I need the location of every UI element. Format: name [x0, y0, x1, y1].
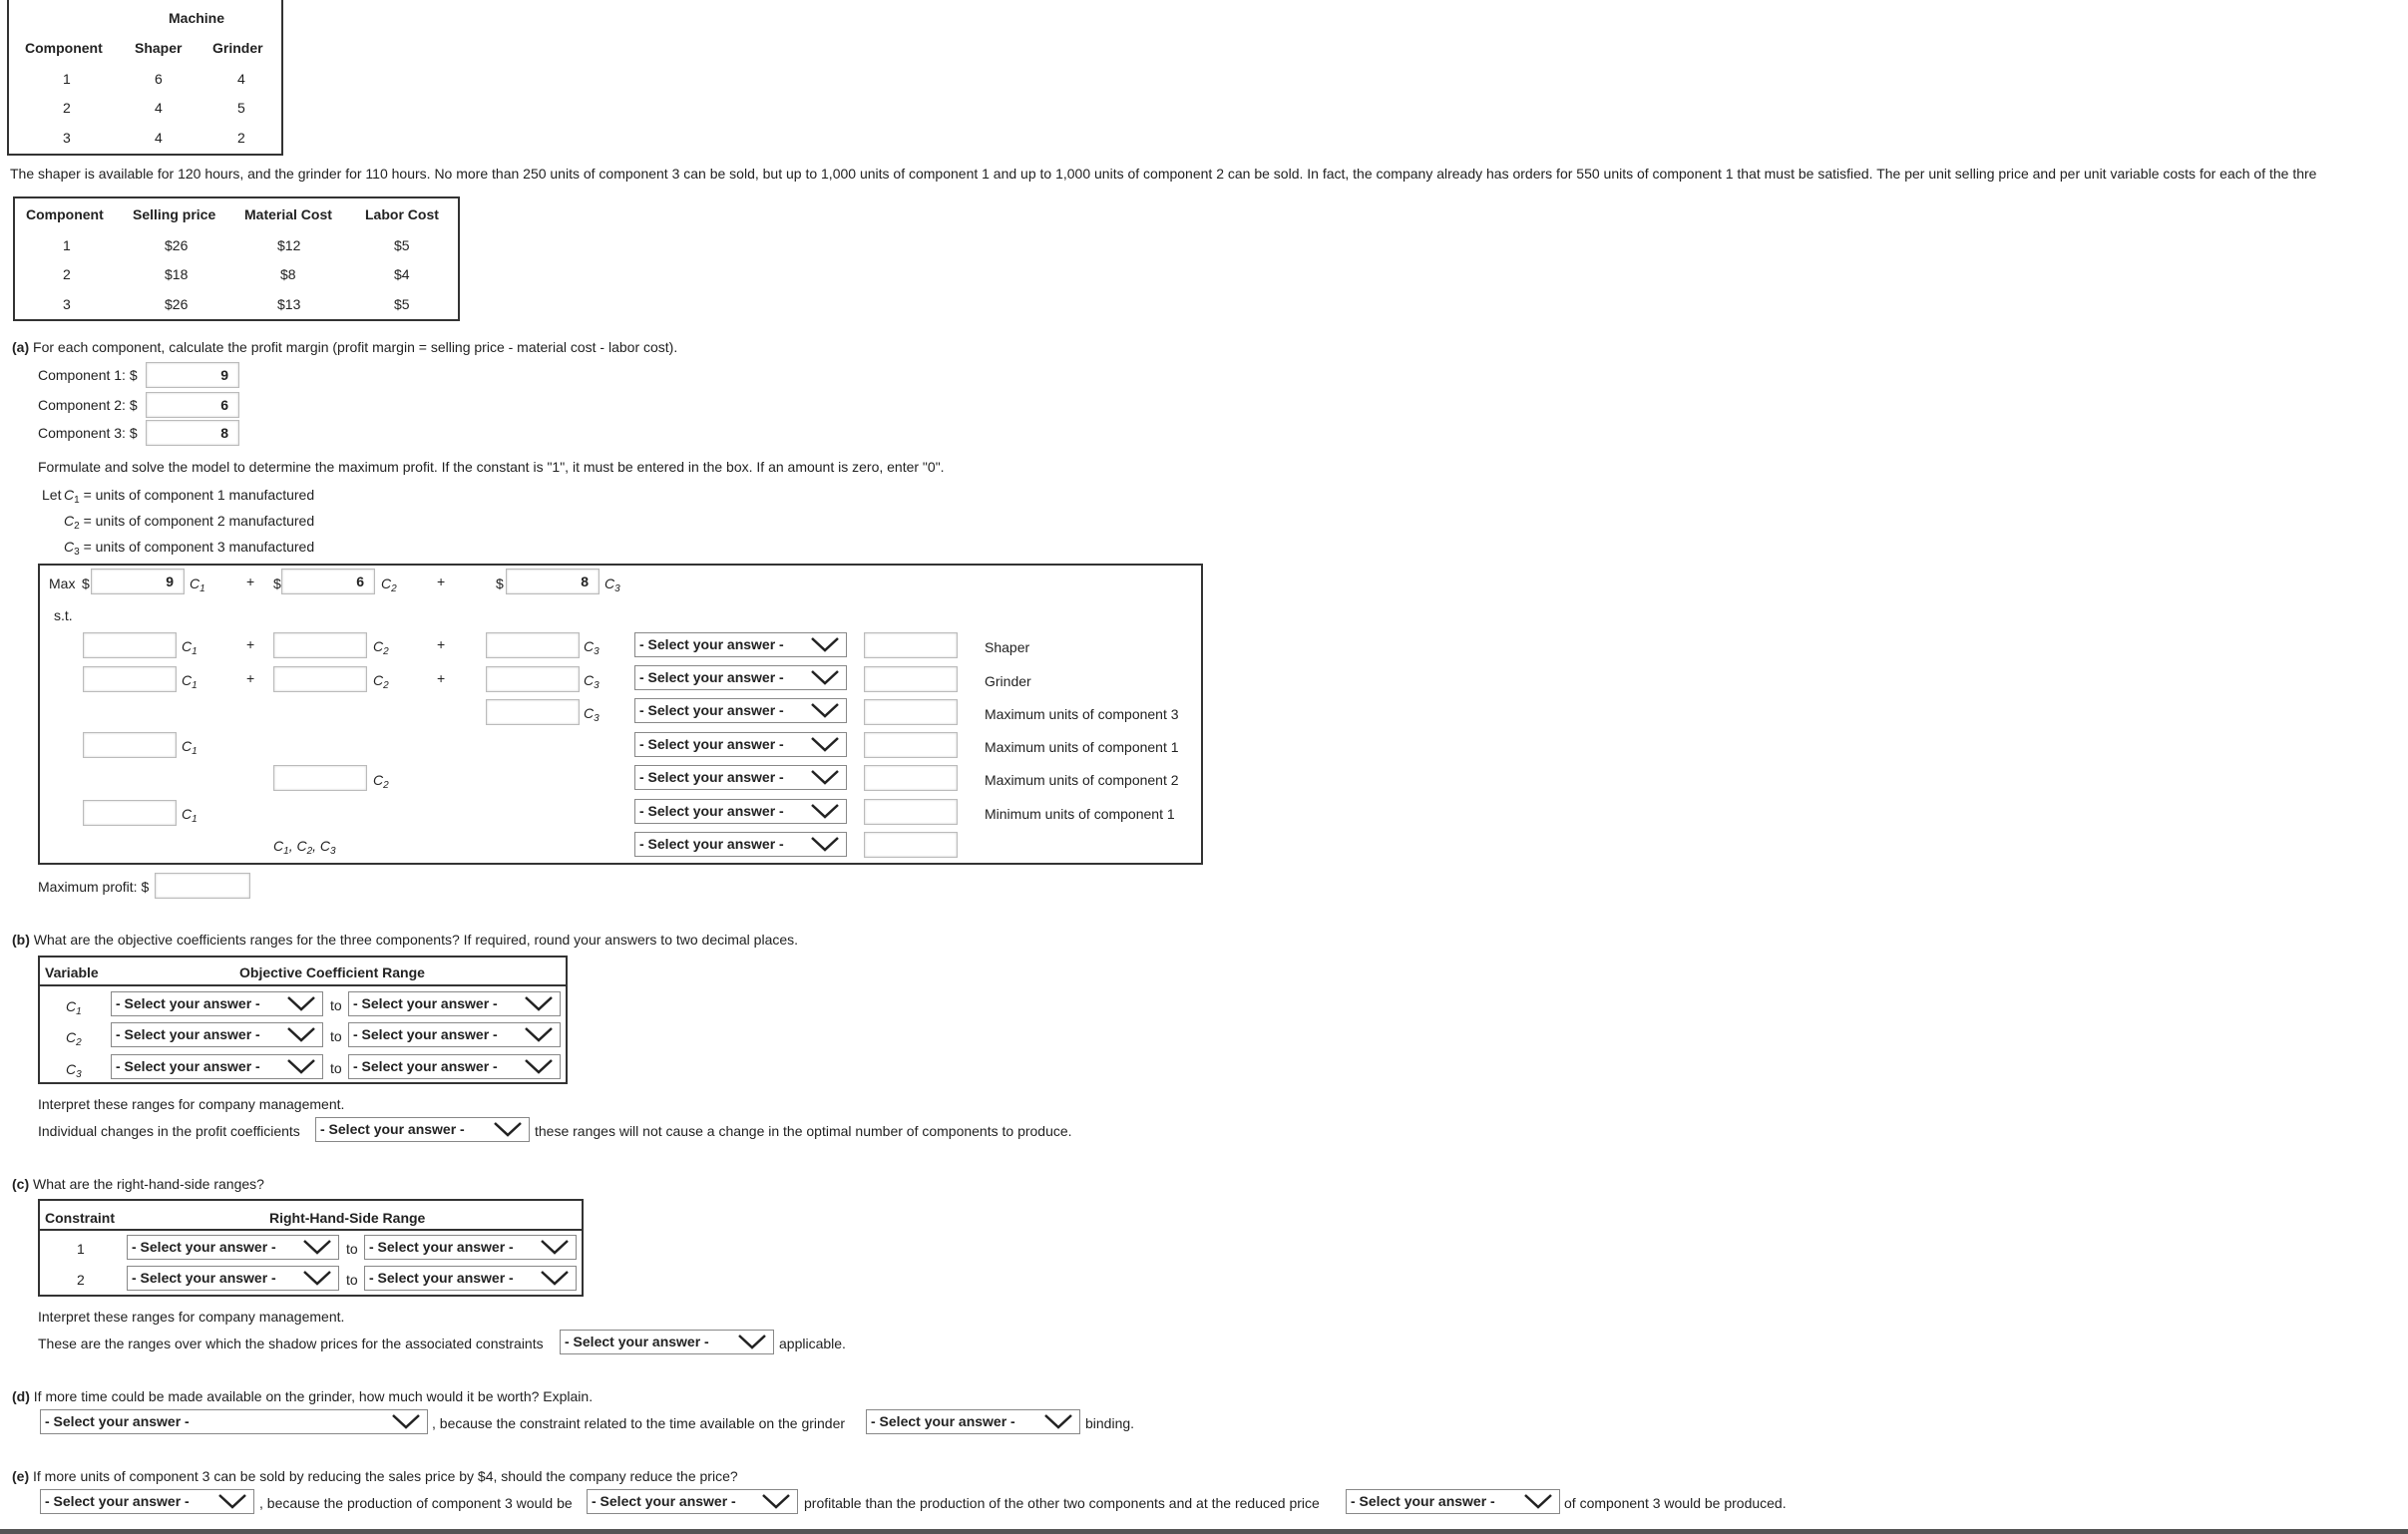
- min-c1-coef-input[interactable]: [83, 800, 177, 826]
- grinder-binding-select[interactable]: - Select your answer -: [866, 1409, 1080, 1434]
- profit-coefficient-select[interactable]: - Select your answer -: [315, 1117, 530, 1142]
- grinder-worth-select[interactable]: - Select your answer -: [40, 1409, 428, 1434]
- chevron-down-icon: [286, 1057, 316, 1075]
- part-b-interpret-label: Interpret these ranges for company management.: [38, 1096, 345, 1112]
- table-header: Material Cost: [244, 206, 332, 222]
- machine-group-header: Machine: [169, 10, 225, 26]
- max-profit-label: Maximum profit: $: [38, 879, 150, 895]
- part-b-question: [12, 932, 798, 948]
- max-c1-rhs-input[interactable]: [864, 732, 958, 758]
- part-d-question: [12, 1388, 593, 1404]
- table-cell: 1: [63, 71, 71, 87]
- var-c1: $C_1$: [182, 638, 198, 657]
- chevron-down-icon: [540, 1238, 570, 1256]
- grinder-c2-coef-input[interactable]: [273, 666, 367, 692]
- to-label: to: [346, 1241, 358, 1257]
- chevron-down-icon: [810, 701, 840, 719]
- shaper-relation-select[interactable]: - Select your answer -: [634, 632, 847, 657]
- table-cell: 3: [63, 130, 71, 146]
- constraint-number: 1: [77, 1241, 85, 1257]
- var-c3: $C_3$: [66, 1061, 82, 1080]
- constraint-label-min-c1: Minimum units of component 1: [985, 806, 1175, 822]
- c1-upper-range-select[interactable]: - Select your answer -: [348, 991, 561, 1016]
- table-header: Variable: [45, 964, 99, 980]
- chevron-down-icon: [761, 1492, 791, 1510]
- table-cell: 2: [63, 100, 71, 116]
- chevron-down-icon: [391, 1412, 421, 1430]
- component-2-label: Component 2: $: [38, 397, 138, 413]
- part-e-question: [12, 1468, 738, 1484]
- part-b-sentence-start: Individual changes in the profit coefficients: [38, 1123, 300, 1139]
- shadow-price-select[interactable]: - Select your answer -: [560, 1330, 774, 1354]
- table-cell: 4: [237, 71, 245, 87]
- table-cell: 1: [63, 237, 71, 253]
- table-cell: 4: [155, 100, 163, 116]
- dollar-sign: $: [496, 575, 504, 591]
- objective-c1-input[interactable]: 9: [91, 569, 185, 594]
- part-b-label: (b): [12, 932, 30, 948]
- part-e-label: (e): [12, 1468, 30, 1484]
- to-label: to: [330, 1060, 342, 1076]
- part-d-label: (d): [12, 1388, 30, 1404]
- variable-definition-c3: $C_3$ = units of component 3 manufactured: [64, 539, 315, 558]
- table-cell: 3: [63, 296, 71, 312]
- plus-sign: +: [246, 574, 255, 589]
- let-label: Let: [42, 487, 62, 503]
- to-label: to: [330, 997, 342, 1013]
- max-c2-coef-input[interactable]: [273, 765, 367, 791]
- table-header: Labor Cost: [365, 206, 439, 222]
- part-c-label: (c): [12, 1176, 30, 1192]
- c2-upper-range-select[interactable]: - Select your answer -: [348, 1022, 561, 1047]
- shaper-c3-coef-input[interactable]: [486, 632, 580, 658]
- part-a-label: (a): [12, 339, 30, 355]
- max-c1-relation-select[interactable]: - Select your answer -: [634, 732, 847, 757]
- chevron-down-icon: [524, 994, 554, 1012]
- component-3-label: Component 3: $: [38, 425, 138, 441]
- part-d-end-text: binding.: [1085, 1415, 1135, 1431]
- part-c-text: What are the right-hand-side ranges?: [29, 1176, 264, 1192]
- max-c3-coef-input[interactable]: [486, 699, 580, 725]
- table-header: Shaper: [135, 40, 183, 56]
- var-c2: $C_2$: [373, 772, 389, 791]
- grinder-relation-select[interactable]: - Select your answer -: [634, 665, 847, 690]
- constraint-label-max-c1: Maximum units of component 1: [985, 739, 1179, 755]
- part-c-sentence-start: These are the ranges over which the shadow prices for the associated constraints: [38, 1336, 544, 1351]
- table-header: Selling price: [133, 206, 216, 222]
- chevron-down-icon: [1043, 1412, 1073, 1430]
- part-d-text: If more time could be made available on the grinder, how much would it be worth? Explain.: [29, 1388, 594, 1404]
- constraint-number: 2: [77, 1272, 85, 1288]
- part-b-sentence-end: these ranges will not cause a change in the optimal number of components to produce.: [535, 1123, 1072, 1139]
- st-label: s.t.: [54, 607, 73, 623]
- grinder-rhs-input[interactable]: [864, 666, 958, 692]
- dollar-sign: $: [82, 575, 90, 591]
- constraint-label-shaper: Shaper: [985, 639, 1030, 655]
- table-cell: $8: [280, 266, 296, 282]
- plus-sign: +: [246, 636, 255, 652]
- var-c1: $C_1$: [66, 998, 82, 1017]
- grinder-c3-coef-input[interactable]: [486, 666, 580, 692]
- cost-table: [13, 196, 460, 321]
- table-header: Objective Coefficient Range: [239, 964, 425, 980]
- chevron-down-icon: [524, 1057, 554, 1075]
- chevron-down-icon: [540, 1269, 570, 1287]
- table-cell: 4: [155, 130, 163, 146]
- profitability-select[interactable]: - Select your answer -: [587, 1489, 798, 1514]
- chevron-down-icon: [286, 1025, 316, 1043]
- part-e-text: If more units of component 3 can be sold by reducing the sales price by $4, should the company reduce the price?: [29, 1468, 738, 1484]
- objective-c2-input[interactable]: 6: [281, 569, 375, 594]
- variable-definition-c2: $C_2$ = units of component 2 manufactured: [64, 513, 315, 532]
- var-c3: $C_3$: [584, 705, 600, 724]
- table-header: Component: [26, 206, 104, 222]
- table-cell: 6: [155, 71, 163, 87]
- part-c-question: [12, 1176, 264, 1192]
- min-c1-relation-select[interactable]: - Select your answer -: [634, 799, 847, 824]
- component-3-margin-input[interactable]: 8: [146, 420, 239, 446]
- machine-table: [7, 0, 283, 156]
- chevron-down-icon: [737, 1333, 767, 1350]
- table-cell: $4: [394, 266, 410, 282]
- var-c1: $C_1$: [182, 672, 198, 691]
- chevron-down-icon: [217, 1492, 247, 1510]
- table-cell: $26: [165, 237, 189, 253]
- max-c3-relation-select[interactable]: - Select your answer -: [634, 698, 847, 723]
- max-c1-coef-input[interactable]: [83, 732, 177, 758]
- max-c2-rhs-input[interactable]: [864, 765, 958, 791]
- min-c1-rhs-input[interactable]: [864, 799, 958, 825]
- max-label: Max: [49, 575, 76, 591]
- var-c3: $C_3$: [604, 575, 620, 594]
- chevron-down-icon: [810, 668, 840, 686]
- shaper-rhs-input[interactable]: [864, 632, 958, 658]
- chevron-down-icon: [286, 994, 316, 1012]
- var-c2: $C_2$: [373, 672, 389, 691]
- to-label: to: [330, 1028, 342, 1044]
- rhs2-lower-range-select[interactable]: - Select your answer -: [127, 1266, 339, 1291]
- chevron-down-icon: [810, 768, 840, 786]
- chevron-down-icon: [302, 1269, 332, 1287]
- c1-lower-range-select[interactable]: - Select your answer -: [111, 991, 323, 1016]
- max-c2-relation-select[interactable]: - Select your answer -: [634, 765, 847, 790]
- chevron-down-icon: [810, 835, 840, 853]
- var-c3: $C_3$: [584, 638, 600, 657]
- component-1-margin-input[interactable]: 9: [146, 362, 239, 388]
- table-cell: $12: [277, 237, 301, 253]
- var-c1: $C_1$: [190, 575, 205, 594]
- shaper-c2-coef-input[interactable]: [273, 632, 367, 658]
- max-profit-input[interactable]: [155, 873, 250, 899]
- chevron-down-icon: [524, 1025, 554, 1043]
- constraint-label-max-c3: Maximum units of component 3: [985, 706, 1179, 722]
- constraint-label-grinder: Grinder: [985, 673, 1031, 689]
- c3-upper-range-select[interactable]: - Select your answer -: [348, 1054, 561, 1079]
- grinder-c1-coef-input[interactable]: [83, 666, 177, 692]
- table-header: Right-Hand-Side Range: [269, 1210, 426, 1226]
- table-cell: 2: [63, 266, 71, 282]
- var-c2: $C_2$: [373, 638, 389, 657]
- reduce-price-select[interactable]: - Select your answer -: [40, 1489, 254, 1514]
- part-e-text-1: , because the production of component 3 would be: [259, 1495, 573, 1511]
- rhs1-lower-range-select[interactable]: - Select your answer -: [127, 1235, 339, 1260]
- rhs1-upper-range-select[interactable]: - Select your answer -: [364, 1235, 577, 1260]
- variable-definition-c1: $C_1$ = units of component 1 manufactured: [64, 487, 315, 506]
- reduced-price-quantity-select[interactable]: - Select your answer -: [1346, 1489, 1560, 1514]
- c2-lower-range-select[interactable]: - Select your answer -: [111, 1022, 323, 1047]
- chevron-down-icon: [810, 802, 840, 820]
- component-1-label: Component 1: $: [38, 367, 138, 383]
- max-c3-rhs-input[interactable]: [864, 699, 958, 725]
- part-c-sentence-end: applicable.: [779, 1336, 846, 1351]
- part-b-text: What are the objective coefficients ranges for the three components? If required, round your answers to two decimal places.: [29, 932, 799, 948]
- nonneg-rhs-input[interactable]: [864, 832, 958, 858]
- to-label: to: [346, 1272, 358, 1288]
- constraint-label-max-c2: Maximum units of component 2: [985, 772, 1179, 788]
- table-header: Constraint: [45, 1210, 115, 1226]
- part-c-interpret-label: Interpret these ranges for company management.: [38, 1309, 345, 1325]
- intro-text: The shaper is available for 120 hours, and the grinder for 110 hours. No more than 250 units of component 3 can be sold, but up to 1,000 units of component 1 and up to 1,000 units of component 2 can be sold. In fact, the company already has orders for 550 units of component 1 that must be satisfied. The per unit selling price and per unit variable costs for each of the thre: [10, 166, 2317, 182]
- nonneg-relation-select[interactable]: - Select your answer -: [634, 832, 847, 857]
- part-a-text: For each component, calculate the profit margin (profit margin = selling price - material cost - labor cost).: [29, 339, 678, 355]
- plus-sign: +: [246, 670, 255, 686]
- part-e-text-3: of component 3 would be produced.: [1564, 1495, 1787, 1511]
- table-header: Grinder: [212, 40, 263, 56]
- plus-sign: +: [437, 670, 446, 686]
- table-cell: $13: [277, 296, 301, 312]
- chevron-down-icon: [810, 735, 840, 753]
- chevron-down-icon: [302, 1238, 332, 1256]
- table-cell: 2: [237, 130, 245, 146]
- var-c3: $C_3$: [584, 672, 600, 691]
- table-header: Component: [25, 40, 103, 56]
- table-cell: $18: [165, 266, 189, 282]
- chevron-down-icon: [493, 1120, 523, 1138]
- table-header-divider: [40, 1229, 584, 1231]
- plus-sign: +: [437, 636, 446, 652]
- var-c1: $C_1$: [182, 806, 198, 825]
- plus-sign: +: [437, 574, 446, 589]
- c3-lower-range-select[interactable]: - Select your answer -: [111, 1054, 323, 1079]
- part-a-question: [12, 339, 677, 355]
- table-cell: $5: [394, 237, 410, 253]
- table-cell: 5: [237, 100, 245, 116]
- table-cell: $5: [394, 296, 410, 312]
- chevron-down-icon: [810, 635, 840, 653]
- part-d-mid-text: , because the constraint related to the time available on the grinder: [432, 1415, 846, 1431]
- dollar-sign: $: [273, 575, 281, 591]
- table-cell: $26: [165, 296, 189, 312]
- shaper-c1-coef-input[interactable]: [83, 632, 177, 658]
- var-c1: $C_1$: [182, 738, 198, 757]
- rhs2-upper-range-select[interactable]: - Select your answer -: [364, 1266, 577, 1291]
- nonneg-variables: $C_1$, $C_2$, $C_3$: [273, 838, 336, 857]
- table-header-divider: [40, 984, 568, 986]
- var-c2: $C_2$: [66, 1029, 82, 1048]
- var-c2: $C_2$: [381, 575, 397, 594]
- component-2-margin-input[interactable]: 6: [146, 392, 239, 418]
- formulate-instructions: Formulate and solve the model to determine the maximum profit. If the constant is "1", it must be entered in the box. If an amount is zero, enter "0".: [38, 459, 945, 475]
- part-e-text-2: profitable than the production of the other two components and at the reduced price: [804, 1495, 1320, 1511]
- chevron-down-icon: [1523, 1492, 1553, 1510]
- bottom-divider: [0, 1529, 2408, 1534]
- objective-c3-input[interactable]: 8: [506, 569, 600, 594]
